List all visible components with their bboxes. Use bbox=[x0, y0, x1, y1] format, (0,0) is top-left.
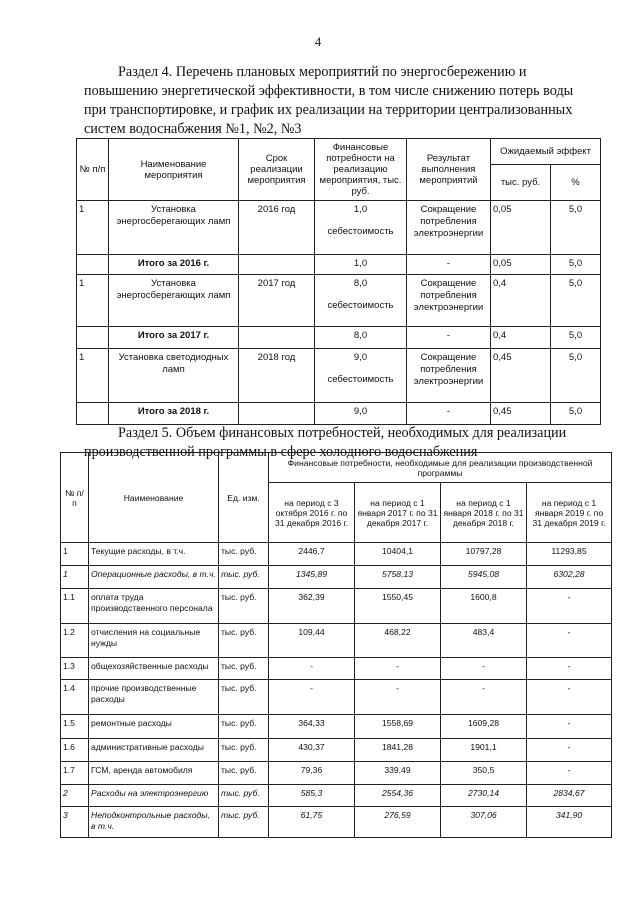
col-group-header: Финансовые потребности, необходимые для реализации производственной программы bbox=[269, 453, 612, 483]
cell-value: 1609,28 bbox=[441, 715, 527, 739]
cell-value: 1345,89 bbox=[269, 566, 355, 589]
cell-unit: тыс. руб. bbox=[219, 680, 269, 715]
cell-unit: тыс. руб. bbox=[219, 658, 269, 680]
cell-finance bbox=[315, 201, 407, 255]
cell-term: 2016 год bbox=[239, 201, 315, 255]
finance-note: себестоимость bbox=[327, 300, 394, 311]
cell-effect-pct: 5,0 bbox=[551, 201, 601, 255]
table-row bbox=[61, 739, 612, 762]
col-period-header: на период с 3 октября 2016 г. по 31 декабря 2016 г. bbox=[269, 483, 355, 543]
cell-num: 1 bbox=[77, 201, 109, 255]
cell-value: 307,06 bbox=[441, 807, 527, 838]
energy-saving-measures-table bbox=[76, 138, 601, 425]
finance-value: 1,0 bbox=[353, 204, 368, 215]
table-row-total bbox=[77, 255, 601, 275]
cell-unit: тыс. руб. bbox=[219, 762, 269, 785]
table-row bbox=[61, 807, 612, 838]
cell-value: 276,59 bbox=[355, 807, 441, 838]
cell-value: - bbox=[527, 680, 612, 715]
col-finance-header: Финансовые потребности на реализацию мероприятия, тыс. руб. bbox=[315, 139, 407, 201]
finance-note: себестоимость bbox=[327, 226, 394, 237]
table-row bbox=[61, 624, 612, 658]
cell-result: Сокращение потребления электроэнергии bbox=[407, 201, 491, 255]
cell-value: 1550,45 bbox=[355, 589, 441, 624]
cell-value: 10797,28 bbox=[441, 543, 527, 566]
cell-effect-pct: 5,0 bbox=[551, 275, 601, 327]
financial-needs-table bbox=[60, 452, 612, 838]
cell-finance: 1,0 bbox=[315, 255, 407, 275]
col-num-header: № п/п bbox=[61, 453, 89, 543]
cell-effect-pct: 5,0 bbox=[551, 403, 601, 425]
cell-value: 1558,69 bbox=[355, 715, 441, 739]
cell-num: 1.1 bbox=[61, 589, 89, 624]
cell-num: 1.7 bbox=[61, 762, 89, 785]
cell-term bbox=[239, 403, 315, 425]
cell-value: 585,3 bbox=[269, 785, 355, 807]
cell-name: Расходы на электроэнергию bbox=[89, 785, 219, 807]
cell-num: 1 bbox=[61, 566, 89, 589]
section-5-heading-line: производственной программы в сфере холодного водоснабжения bbox=[84, 444, 478, 460]
cell-value: 2446,7 bbox=[269, 543, 355, 566]
cell-value: - bbox=[527, 715, 612, 739]
cell-finance: 9,0 bbox=[315, 403, 407, 425]
table-row bbox=[77, 275, 601, 327]
cell-effect-rub: 0,45 bbox=[491, 349, 551, 403]
cell-value: 339,49 bbox=[355, 762, 441, 785]
page-number: 4 bbox=[314, 34, 322, 49]
cell-unit: тыс. руб. bbox=[219, 715, 269, 739]
cell-value: 350,5 bbox=[441, 762, 527, 785]
cell-name: общехозяйственные расходы bbox=[89, 658, 219, 680]
cell-result: - bbox=[407, 255, 491, 275]
cell-value: - bbox=[527, 658, 612, 680]
cell-unit: тыс. руб. bbox=[219, 739, 269, 762]
section-4-heading-line: систем водоснабжения №1, №2, №3 bbox=[84, 121, 302, 137]
cell-result: Сокращение потребления электроэнергии bbox=[407, 275, 491, 327]
cell-name: Установка светодиодных ламп bbox=[109, 349, 239, 403]
cell-name: Установка энергосберегающих ламп bbox=[109, 275, 239, 327]
cell-name: ремонтные расходы bbox=[89, 715, 219, 739]
cell-effect-pct: 5,0 bbox=[551, 327, 601, 349]
col-effect-pct-header: % bbox=[551, 165, 601, 201]
cell-value: 5945,08 bbox=[441, 566, 527, 589]
cell-effect-rub: 0,05 bbox=[491, 255, 551, 275]
cell-value: - bbox=[441, 680, 527, 715]
table-row bbox=[61, 543, 612, 566]
cell-unit: тыс. руб. bbox=[219, 566, 269, 589]
col-period-header: на период с 1 января 2019 г. по 31 декабря 2019 г. bbox=[527, 483, 612, 543]
cell-effect-rub: 0,05 bbox=[491, 201, 551, 255]
cell-value: 430,37 bbox=[269, 739, 355, 762]
cell-num bbox=[77, 255, 109, 275]
cell-term bbox=[239, 255, 315, 275]
cell-value: 61,75 bbox=[269, 807, 355, 838]
cell-value: 362,39 bbox=[269, 589, 355, 624]
cell-num: 1.3 bbox=[61, 658, 89, 680]
col-effect-header: Ожидаемый эффект bbox=[491, 139, 601, 165]
cell-value: - bbox=[355, 680, 441, 715]
cell-value: - bbox=[527, 624, 612, 658]
cell-unit: тыс. руб. bbox=[219, 589, 269, 624]
cell-term: 2018 год bbox=[239, 349, 315, 403]
table-row-total bbox=[77, 327, 601, 349]
cell-value: 2834,67 bbox=[527, 785, 612, 807]
cell-num: 1.5 bbox=[61, 715, 89, 739]
cell-value: 364,33 bbox=[269, 715, 355, 739]
cell-value: - bbox=[527, 589, 612, 624]
cell-num bbox=[77, 327, 109, 349]
cell-name: прочие производственные расходы bbox=[89, 680, 219, 715]
cell-name: Операционные расходы, в т.ч. bbox=[89, 566, 219, 589]
cell-term bbox=[239, 327, 315, 349]
cell-num: 1.2 bbox=[61, 624, 89, 658]
cell-finance: 8,0 bbox=[315, 327, 407, 349]
cell-num: 1.4 bbox=[61, 680, 89, 715]
cell-value: 79,36 bbox=[269, 762, 355, 785]
section-4-heading-line: при транспортировке, и график их реализации на территории централизованных bbox=[84, 102, 573, 118]
cell-name: Текущие расходы, в т.ч. bbox=[89, 543, 219, 566]
cell-value: 1841,28 bbox=[355, 739, 441, 762]
cell-value: 1600,8 bbox=[441, 589, 527, 624]
cell-result: Сокращение потребления электроэнергии bbox=[407, 349, 491, 403]
cell-value: 6302,28 bbox=[527, 566, 612, 589]
cell-value: - bbox=[355, 658, 441, 680]
table-row bbox=[61, 589, 612, 624]
col-name-header: Наименование bbox=[89, 453, 219, 543]
cell-value: - bbox=[269, 658, 355, 680]
col-unit-header: Ед. изм. bbox=[219, 453, 269, 543]
cell-num: 1 bbox=[61, 543, 89, 566]
table-row bbox=[61, 785, 612, 807]
table-row bbox=[61, 715, 612, 739]
cell-num: 1 bbox=[77, 275, 109, 327]
cell-value: 483,4 bbox=[441, 624, 527, 658]
cell-num: 1.6 bbox=[61, 739, 89, 762]
table-row bbox=[61, 680, 612, 715]
cell-name: Установка энергосберегающих ламп bbox=[109, 201, 239, 255]
cell-name: ГСМ, аренда автомобиля bbox=[89, 762, 219, 785]
cell-value: 109,44 bbox=[269, 624, 355, 658]
cell-value: 11293,85 bbox=[527, 543, 612, 566]
col-term-header: Срок реализации мероприятия bbox=[239, 139, 315, 201]
cell-num: 1 bbox=[77, 349, 109, 403]
cell-name: Неподконтрольные расходы, в т.ч. bbox=[89, 807, 219, 838]
cell-effect-rub: 0,4 bbox=[491, 327, 551, 349]
cell-value: 10404,1 bbox=[355, 543, 441, 566]
cell-num: 3 bbox=[61, 807, 89, 838]
cell-value: 2554,36 bbox=[355, 785, 441, 807]
cell-num bbox=[77, 403, 109, 425]
section-4-heading-line: повышению энергетической эффективности, в том числе снижению потерь воды bbox=[84, 83, 574, 99]
cell-name: отчисления на социальные нужды bbox=[89, 624, 219, 658]
cell-effect-rub: 0,45 bbox=[491, 403, 551, 425]
finance-note: себестоимость bbox=[327, 374, 394, 385]
cell-effect-rub: 0,4 bbox=[491, 275, 551, 327]
col-num-header: № п/п bbox=[77, 139, 109, 201]
cell-value: 5758,13 bbox=[355, 566, 441, 589]
cell-value: - bbox=[527, 762, 612, 785]
col-name-header: Наименование мероприятия bbox=[109, 139, 239, 201]
cell-value: 468,22 bbox=[355, 624, 441, 658]
cell-result: - bbox=[407, 327, 491, 349]
table-row bbox=[61, 762, 612, 785]
cell-name: оплата труда производственного персонала bbox=[89, 589, 219, 624]
cell-value: 341,90 bbox=[527, 807, 612, 838]
cell-value: - bbox=[527, 739, 612, 762]
finance-value: 8,0 bbox=[353, 278, 368, 289]
section-5-heading-line: Раздел 5. Объем финансовых потребностей, необходимых для реализации bbox=[118, 425, 567, 441]
cell-num: 2 bbox=[61, 785, 89, 807]
cell-unit: тыс. руб. bbox=[219, 785, 269, 807]
cell-value: 2730,14 bbox=[441, 785, 527, 807]
table-row bbox=[61, 658, 612, 680]
finance-value: 9,0 bbox=[353, 352, 368, 363]
col-effect-rub-header: тыс. руб. bbox=[491, 165, 551, 201]
cell-name: административные расходы bbox=[89, 739, 219, 762]
cell-effect-pct: 5,0 bbox=[551, 349, 601, 403]
col-result-header: Результат выполнения мероприятий bbox=[407, 139, 491, 201]
cell-name: Итого за 2017 г. bbox=[109, 327, 239, 349]
cell-term: 2017 год bbox=[239, 275, 315, 327]
cell-name: Итого за 2018 г. bbox=[109, 403, 239, 425]
cell-unit: тыс. руб. bbox=[219, 543, 269, 566]
table-row bbox=[77, 201, 601, 255]
col-period-header: на период с 1 января 2018 г. по 31 декабря 2018 г. bbox=[441, 483, 527, 543]
cell-unit: тыс. руб. bbox=[219, 624, 269, 658]
cell-value: - bbox=[269, 680, 355, 715]
cell-finance bbox=[315, 349, 407, 403]
table-row-total bbox=[77, 403, 601, 425]
cell-unit: тыс. руб. bbox=[219, 807, 269, 838]
col-period-header: на период с 1 января 2017 г. по 31 декабря 2017 г. bbox=[355, 483, 441, 543]
section-4-heading-line: Раздел 4. Перечень плановых мероприятий по энергосбережению и bbox=[118, 64, 527, 80]
cell-result: - bbox=[407, 403, 491, 425]
cell-value: - bbox=[441, 658, 527, 680]
table-row bbox=[77, 349, 601, 403]
section-4-heading bbox=[84, 63, 574, 139]
cell-value: 1901,1 bbox=[441, 739, 527, 762]
cell-name: Итого за 2016 г. bbox=[109, 255, 239, 275]
table-row bbox=[61, 566, 612, 589]
cell-finance bbox=[315, 275, 407, 327]
cell-effect-pct: 5,0 bbox=[551, 255, 601, 275]
